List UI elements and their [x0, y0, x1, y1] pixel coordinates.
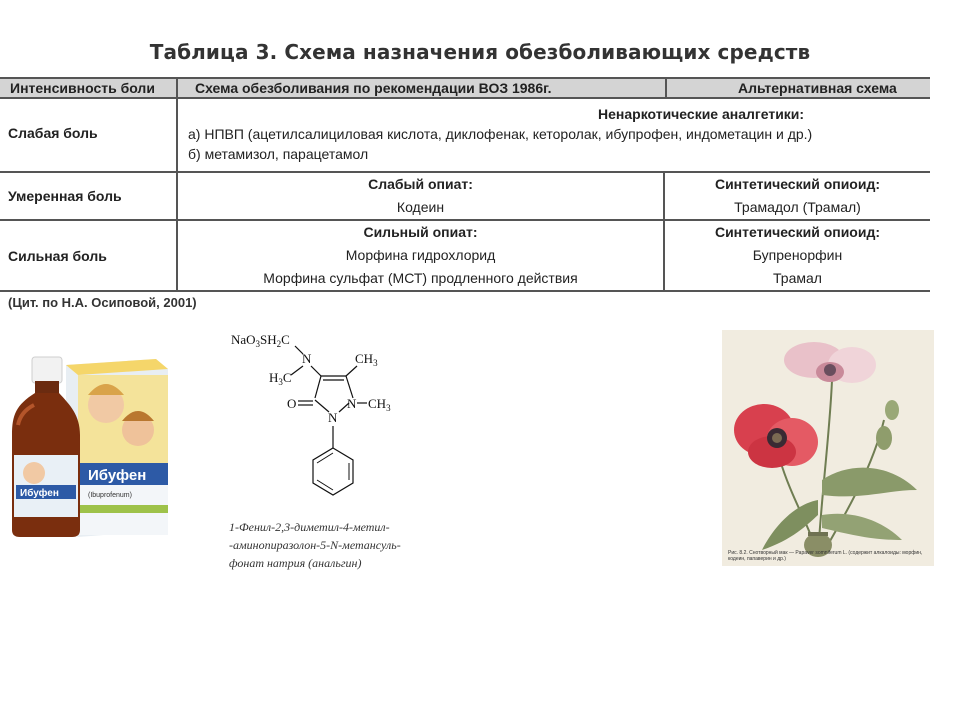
page-title: Таблица 3. Схема назначения обезболивающих средств: [149, 40, 811, 64]
header-alt-scheme: Альтернативная схема: [738, 80, 897, 96]
caption-line-1: 1-Фенил-2,3-диметил-4-метил-: [229, 520, 390, 534]
severe-who-drug-1: Морфина гидрохлорид: [345, 247, 496, 263]
poppy-illustration: [722, 330, 934, 566]
moderate-who-drug: Кодеин: [396, 199, 445, 215]
header-intensity: Интенсивность боли: [10, 80, 155, 96]
severe-who-heading: Сильный опиат:: [363, 224, 478, 240]
poppy-caption: Рис. 8.2. Снотворный мак — Papaver somniferum L. (содержит алкалоиды: морфин, кодеин, папаверин и др.): [728, 550, 923, 562]
label-n2: N: [347, 396, 357, 411]
label-n-amine: N: [302, 351, 312, 366]
product-name: Ибуфен: [88, 467, 147, 484]
moderate-who-heading: Слабый опиат:: [368, 176, 473, 192]
analgesic-scheme-table: [0, 77, 930, 292]
severe-who-drug-2: Морфина сульфат (МСТ) продленного действия: [263, 270, 578, 286]
label-h3c: $H_3C$: [269, 370, 292, 387]
metamizole-structure: [225, 330, 425, 500]
label-n1: N: [328, 410, 338, 425]
mild-heading: Ненаркотические аналгетики:: [598, 106, 805, 122]
label-ch3-right: $CH_3$: [368, 396, 391, 413]
row-label-severe: Сильная боль: [8, 248, 107, 264]
row-label-mild: Слабая боль: [8, 125, 98, 141]
header-who-scheme: Схема обезболивания по рекомендации ВОЗ 1986г.: [195, 80, 552, 96]
caption-line-3: фонат натрия (анальгин): [229, 556, 362, 570]
structure-caption: [229, 518, 401, 572]
row-separator: [0, 290, 930, 292]
row-label-moderate: Умеренная боль: [8, 188, 122, 204]
moderate-alt-drug: Трамадол (Трамал): [734, 199, 861, 215]
ibufen-product-image: [8, 355, 178, 540]
severe-alt-heading: Синтетический опиоид:: [714, 224, 881, 240]
label-naoss: $NaO_3SH_2C$: [231, 332, 290, 349]
moderate-alt-heading: Синтетический опиоид:: [714, 176, 881, 192]
poppy-drawing: [722, 330, 934, 566]
severe-alt-drug-1: Бупренорфин: [752, 247, 843, 263]
citation: (Цит. по Н.А. Осиповой, 2001): [8, 295, 197, 310]
caption-line-2: -аминопиразолон-5-N-метансуль-: [229, 538, 401, 552]
divider: [665, 77, 667, 99]
mild-line-b: б) метамизол, парацетамол: [188, 146, 369, 162]
row-separator: [0, 171, 930, 173]
divider: [176, 77, 178, 99]
table-header-row: [0, 77, 930, 99]
label-ch3-top: $CH_3$: [355, 351, 378, 368]
mild-line-a: а) НПВП (ацетилсалициловая кислота, диклофенак, кеторолак, ибупрофен, индометацин и др.): [188, 126, 813, 142]
product-subname: (Ibuprofenum): [88, 492, 132, 499]
label-oxygen: O: [287, 396, 297, 411]
severe-alt-drug-2: Трамал: [773, 270, 822, 286]
svg-text:Ибуфен: Ибуфен: [20, 488, 59, 499]
row-separator: [0, 219, 930, 221]
